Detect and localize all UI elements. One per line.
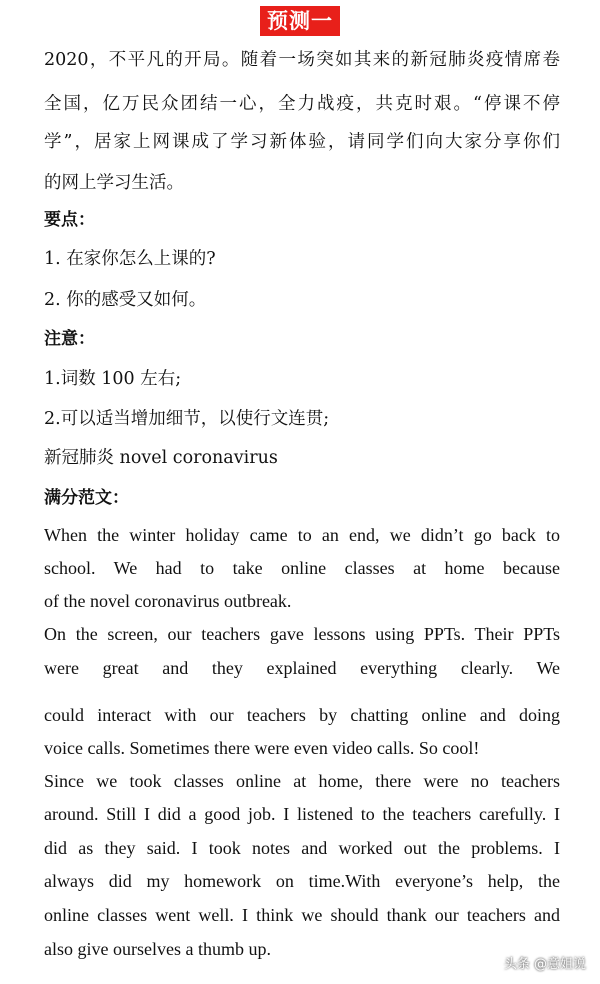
title-container — [0, 6, 600, 36]
essay-line: around. Still I did a good job. I listened to the teachers carefully. I — [44, 804, 560, 824]
essay-line: always did my homework on time.With everyone’s help, the — [44, 871, 560, 891]
prompt-line: 2020，不平凡的开局。随着一场突如其来的新冠肺炎疫情席卷 — [44, 50, 560, 70]
point-item: 1. 在家你怎么上课的? — [44, 249, 216, 269]
notes-heading: 注意： — [44, 329, 95, 349]
essay-line: school. We had to take online classes at home because — [44, 558, 560, 578]
prompt-line: 全国，亿万民众团结一心，全力战疫，共克时艰。“停课不停 — [44, 94, 560, 114]
essay-line: could interact with our teachers by chatting online and doing — [44, 705, 560, 725]
essay-line: voice calls. Sometimes there were even video calls. So cool! — [44, 738, 480, 758]
page-title: 预测一 — [260, 6, 340, 36]
watermark: 头条 @意姐说 — [503, 957, 586, 972]
essay-line: did as they said. I took notes and worked out the problems. I — [44, 838, 560, 858]
vocab-note: 新冠肺炎 novel coronavirus — [44, 448, 278, 468]
prompt-line: 学”，居家上网课成了学习新体验，请同学们向大家分享你们 — [44, 132, 560, 152]
essay-line: On the screen, our teachers gave lessons using PPTs. Their PPTs — [44, 624, 560, 644]
point-item: 2. 你的感受又如何。 — [44, 290, 207, 310]
points-heading: 要点： — [44, 210, 95, 230]
note-item: 2.可以适当增加细节，以使行文连贯; — [44, 409, 330, 429]
essay-line: online classes went well. I think we should thank our teachers and — [44, 905, 560, 925]
essay-line: of the novel coronavirus outbreak. — [44, 591, 292, 611]
sample-heading: 满分范文： — [44, 488, 129, 508]
note-item: 1.词数 100 左右; — [44, 369, 182, 389]
essay-line: also give ourselves a thumb up. — [44, 939, 271, 959]
essay-line: were great and they explained everything clearly. We — [44, 658, 560, 678]
prompt-line: 的网上学习生活。 — [44, 173, 184, 193]
essay-line: When the winter holiday came to an end, we didn’t go back to — [44, 525, 560, 545]
essay-line: Since we took classes online at home, there were no teachers — [44, 771, 560, 791]
